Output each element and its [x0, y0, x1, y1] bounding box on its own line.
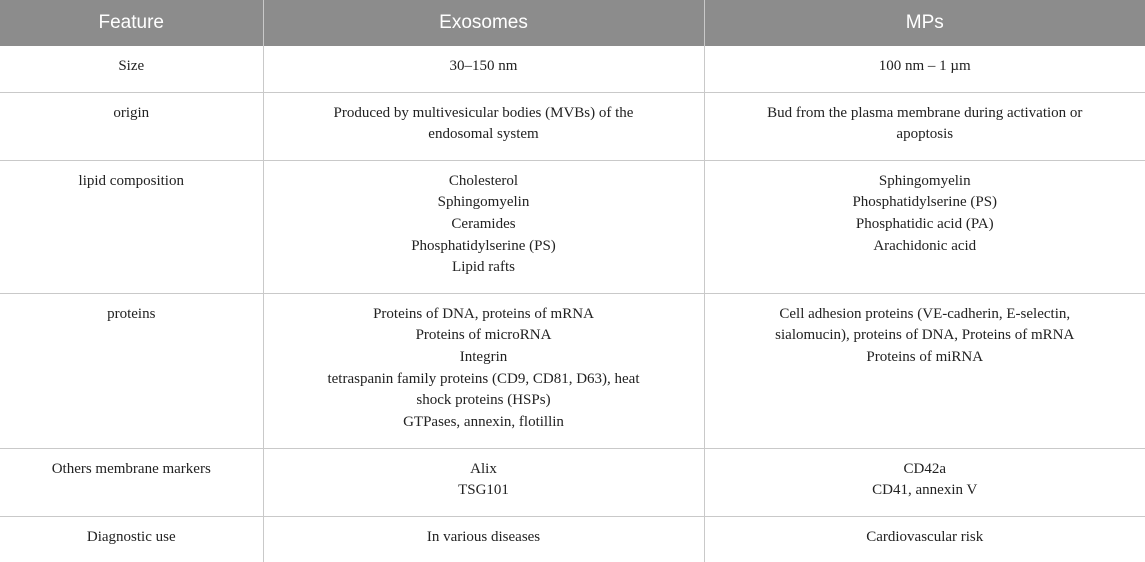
mps-cell — [704, 516, 1145, 562]
cell-line: Arachidonic acid — [873, 237, 977, 254]
table-row — [0, 160, 1145, 293]
cell-line: tetraspanin family proteins (CD9, CD81, D63), heat — [327, 370, 640, 387]
table-body — [0, 46, 1145, 562]
cell-line: CD41, annexin V — [872, 482, 978, 499]
cell-line: lipid composition — [78, 172, 184, 189]
mps-cell — [704, 46, 1145, 92]
cell-line: Ceramides — [451, 215, 516, 232]
cell-line: Proteins of microRNA — [415, 327, 552, 344]
cell-line: Alix — [470, 460, 497, 477]
cell-line: Cardiovascular risk — [866, 528, 984, 545]
feature-cell — [0, 46, 263, 92]
exosomes-cell — [263, 293, 704, 448]
header-mps: MPs — [704, 0, 1145, 46]
cell-line: Phosphatidylserine (PS) — [411, 237, 556, 254]
cell-line: GTPases, annexin, flotillin — [403, 414, 564, 431]
cell-line: Diagnostic use — [86, 528, 176, 545]
exosomes-cell — [263, 46, 704, 92]
exosomes-cell — [263, 448, 704, 516]
mps-cell — [704, 293, 1145, 448]
cell-line: Lipid rafts — [452, 259, 515, 276]
feature-cell — [0, 448, 263, 516]
cell-line: In various diseases — [426, 528, 541, 545]
table-row — [0, 92, 1145, 160]
cell-line: 30–150 nm — [449, 58, 518, 74]
cell-line: Sphingomyelin — [437, 194, 530, 211]
cell-line: Size — [118, 58, 145, 74]
cell-line: apoptosis — [896, 126, 954, 143]
cell-line: Sphingomyelin — [878, 172, 971, 189]
cell-line: sialomucin), proteins of DNA, Proteins of mRNA — [775, 327, 1075, 344]
table-header — [0, 0, 1145, 46]
exosomes-cell — [263, 160, 704, 293]
mps-cell — [704, 448, 1145, 516]
cell-line: CD42a — [903, 460, 946, 477]
table-row — [0, 293, 1145, 448]
cell-line: proteins — [107, 305, 156, 322]
feature-cell — [0, 516, 263, 562]
cell-line: Bud from the plasma membrane during activation or — [767, 104, 1083, 121]
mps-cell — [704, 160, 1145, 293]
exosomes-cell — [263, 92, 704, 160]
table-row — [0, 46, 1145, 92]
cell-line: Others membrane markers — [51, 460, 211, 477]
cell-line: Integrin — [459, 348, 508, 365]
cell-line: Phosphatidylserine (PS) — [852, 194, 998, 211]
feature-cell — [0, 293, 263, 448]
cell-line: origin — [113, 104, 150, 121]
cell-line: TSG101 — [458, 482, 509, 499]
mps-cell — [704, 92, 1145, 160]
cell-line: Cell adhesion proteins (VE-cadherin, E-selectin, — [779, 305, 1071, 322]
cell-line: Produced by multivesicular bodies (MVBs) of the — [333, 104, 634, 121]
header-row — [0, 0, 1145, 46]
cell-line: Cholesterol — [448, 172, 519, 189]
cell-line: shock proteins (HSPs) — [416, 392, 551, 409]
exosomes-cell — [263, 516, 704, 562]
cell-line: 100 nm – 1 µm — [878, 58, 971, 74]
header-exosomes: Exosomes — [263, 0, 704, 46]
cell-line: Proteins of DNA, proteins of mRNA — [373, 305, 594, 322]
header-feature: Feature — [0, 0, 263, 46]
table-row — [0, 448, 1145, 516]
cell-line: Proteins of miRNA — [866, 348, 984, 365]
feature-cell — [0, 92, 263, 160]
feature-cell — [0, 160, 263, 293]
cell-line: Phosphatidic acid (PA) — [855, 215, 994, 232]
cell-line: endosomal system — [428, 126, 539, 143]
table-row — [0, 516, 1145, 562]
